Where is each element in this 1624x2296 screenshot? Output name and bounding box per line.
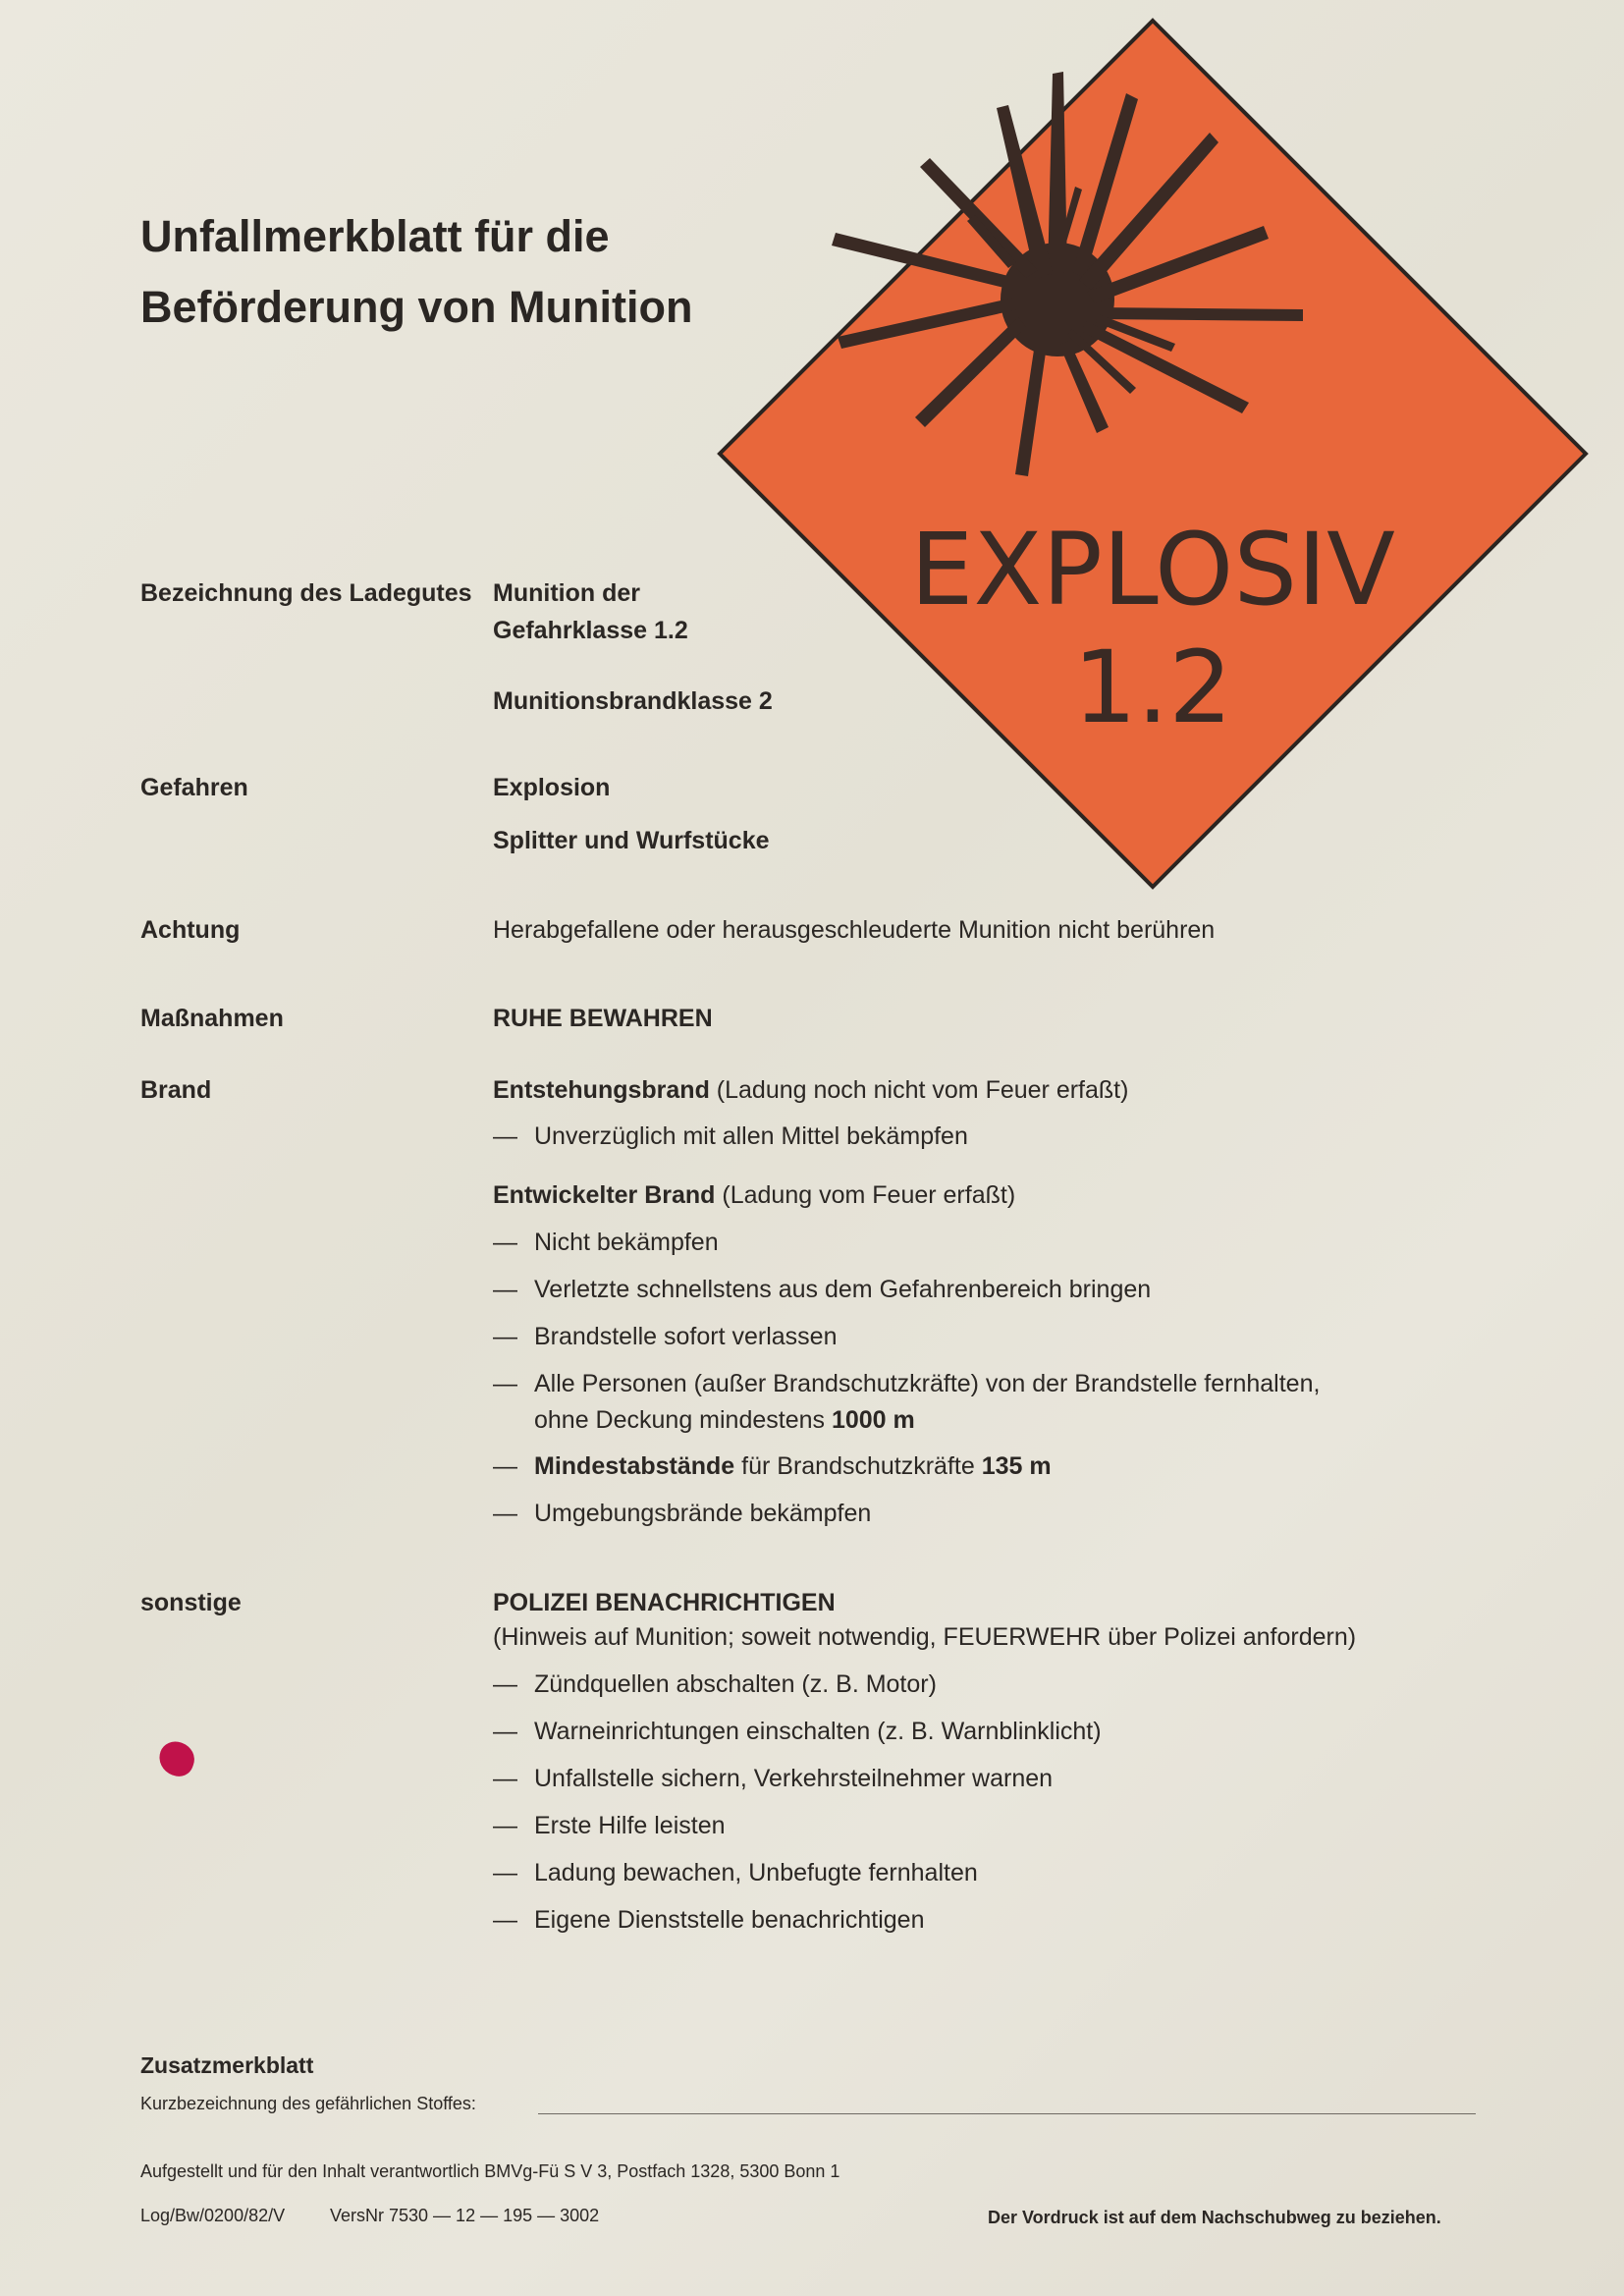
sonstige-item-5 [493, 1859, 978, 1887]
brand-item-3-text: Verletzte schnellstens aus dem Gefahrenbereich bringen [534, 1276, 1152, 1303]
sonstige-item-6 [493, 1906, 924, 1935]
sonstige-item-3-text: Unfallstelle sichern, Verkehrsteilnehmer warnen [534, 1765, 1054, 1792]
label-gefahren: Gefahren [140, 774, 248, 801]
dash: — [493, 1812, 517, 1839]
vordruck-note: Der Vordruck ist auf dem Nachschubweg zu beziehen. [988, 2208, 1441, 2227]
brand-item-6-distance: 135 m [981, 1452, 1052, 1480]
title-line-1: Unfallmerkblatt für die [140, 211, 610, 261]
sonstige-item-2 [493, 1718, 1102, 1746]
brand-item-5 [493, 1370, 1320, 1398]
gefahren-item-1: Explosion [493, 774, 611, 801]
kurzbezeichnung-field[interactable] [538, 2113, 1476, 2114]
ladegut-line-1: Munition der [493, 579, 640, 607]
label-ladegut: Bezeichnung des Ladegutes [140, 579, 472, 607]
brand-heading-2-note: (Ladung vom Feuer erfaßt) [715, 1181, 1016, 1209]
brand-item-5-cont [493, 1406, 915, 1435]
label-sonstige: sonstige [140, 1589, 242, 1616]
dash: — [493, 1122, 517, 1150]
label-massnahmen: Maßnahmen [140, 1005, 284, 1032]
label-achtung: Achtung [140, 916, 241, 944]
brand-item-5-text: Alle Personen (außer Brandschutzkräfte) von der Brandstelle fernhalten, [534, 1370, 1321, 1397]
ladegut-line-2: Gefahrklasse 1.2 [493, 617, 688, 644]
zusatzmerkblatt-heading: Zusatzmerkblatt [140, 2052, 314, 2078]
sonstige-item-1 [493, 1670, 937, 1699]
dash: — [493, 1670, 517, 1698]
dash: — [493, 1859, 517, 1886]
brand-item-6 [493, 1452, 1052, 1481]
placard-text-explosiv: EXPLOSIV [910, 512, 1395, 629]
brand-item-6-bold: Mindestabstände [534, 1452, 735, 1480]
brand-item-7-text: Umgebungsbrände bekämpfen [534, 1500, 872, 1527]
sonstige-heading: POLIZEI BENACHRICHTIGEN [493, 1589, 836, 1616]
dash: — [493, 1370, 517, 1397]
massnahmen-text: RUHE BEWAHREN [493, 1005, 713, 1032]
brand-item-4-text: Brandstelle sofort verlassen [534, 1323, 838, 1350]
dash: — [493, 1500, 517, 1527]
label-brand: Brand [140, 1076, 212, 1104]
sonstige-item-5-text: Ladung bewachen, Unbefugte fernhalten [534, 1859, 978, 1886]
sonstige-item-6-text: Eigene Dienststelle benachrichtigen [534, 1906, 925, 1934]
brand-item-4 [493, 1323, 837, 1351]
dash: — [493, 1452, 517, 1480]
achtung-text: Herabgefallene oder herausgeschleuderte Munition nicht berühren [493, 916, 1216, 944]
sonstige-item-4 [493, 1812, 726, 1840]
aufgestellt-text: Aufgestellt und für den Inhalt verantwortlich BMVg-Fü S V 3, Postfach 1328, 5300 Bonn 1 [140, 2161, 840, 2181]
ladegut-line-3: Munitionsbrandklasse 2 [493, 687, 773, 715]
sonstige-note: (Hinweis auf Munition; soweit notwendig, FEUERWEHR über Polizei anfordern) [493, 1623, 1357, 1651]
brand-item-1 [493, 1122, 968, 1151]
dash: — [493, 1906, 517, 1934]
brand-item-5-cont-text: ohne Deckung mindestens [534, 1406, 832, 1434]
dash: — [493, 1276, 517, 1303]
brand-item-6-text: für Brandschutzkräfte [734, 1452, 982, 1480]
kurzbezeichnung-label: Kurzbezeichnung des gefährlichen Stoffes: [140, 2094, 476, 2113]
dash: — [493, 1718, 517, 1745]
brand-item-5-distance: 1000 m [831, 1406, 915, 1434]
sonstige-item-1-text: Zündquellen abschalten (z. B. Motor) [534, 1670, 937, 1698]
sonstige-item-2-text: Warneinrichtungen einschalten (z. B. Warnblinklicht) [534, 1718, 1102, 1745]
sonstige-item-3 [493, 1765, 1053, 1793]
sonstige-item-4-text: Erste Hilfe leisten [534, 1812, 726, 1839]
brand-heading-2 [493, 1181, 1015, 1210]
brand-item-2-text: Nicht bekämpfen [534, 1229, 719, 1256]
brand-item-2 [493, 1229, 719, 1257]
placard-diamond [720, 21, 1586, 887]
brand-heading-2-bold: Entwickelter Brand [493, 1181, 716, 1209]
document-title [140, 201, 692, 343]
dash: — [493, 1229, 517, 1256]
brand-item-7 [493, 1500, 871, 1528]
vers-number: VersNr 7530 — 12 — 195 — 3002 [330, 2206, 600, 2225]
explosive-placard [714, 15, 1592, 893]
ink-stain [154, 1737, 198, 1780]
title-line-2: Beförderung von Munition [140, 282, 693, 332]
placard-text-class: 1.2 [1072, 629, 1233, 746]
dash: — [493, 1323, 517, 1350]
gefahren-item-2: Splitter und Wurfstücke [493, 827, 770, 854]
dash: — [493, 1765, 517, 1792]
brand-heading-1-bold: Entstehungsbrand [493, 1076, 710, 1104]
brand-item-1-text: Unverzüglich mit allen Mittel bekämpfen [534, 1122, 968, 1150]
log-reference: Log/Bw/0200/82/V [140, 2206, 286, 2225]
brand-heading-1 [493, 1076, 1128, 1105]
brand-item-3 [493, 1276, 1151, 1304]
brand-heading-1-note: (Ladung noch nicht vom Feuer erfaßt) [709, 1076, 1129, 1104]
